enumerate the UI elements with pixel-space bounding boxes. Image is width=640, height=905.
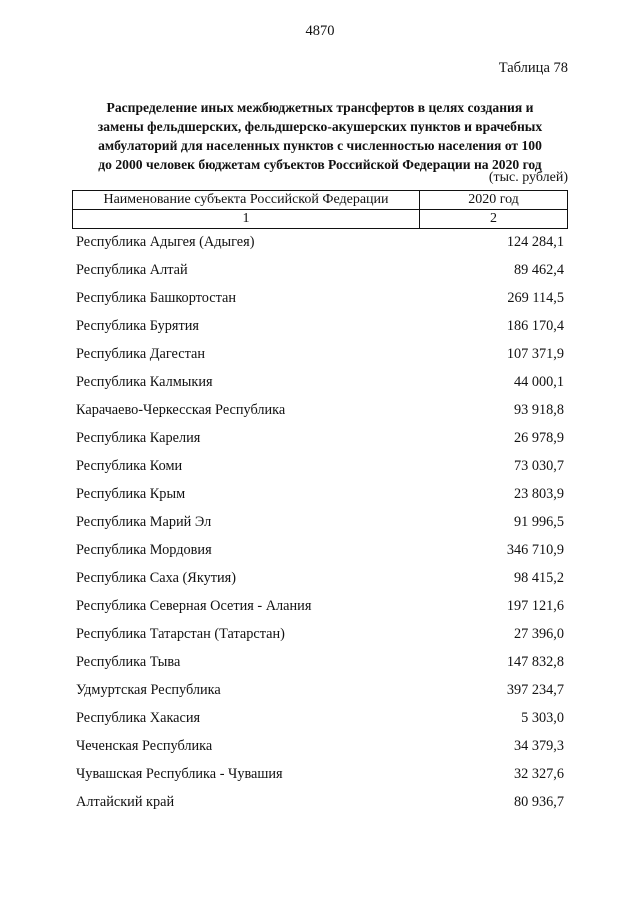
amount-value: 44 000,1 [513, 374, 564, 390]
region-name: Республика Башкортостан [76, 290, 236, 306]
region-name: Республика Алтай [76, 262, 188, 278]
amount-value: 5 303,0 [521, 710, 564, 726]
region-name: Чеченская Республика [76, 738, 213, 754]
table-row [0, 454, 640, 482]
column-header-year: 2020 год [420, 191, 568, 210]
amount-value: 269 114,5 [507, 290, 564, 306]
region-name: Республика Северная Осетия - Алания [76, 598, 312, 614]
amount-value: 197 121,6 [506, 598, 564, 614]
amount-value: 73 030,7 [513, 458, 564, 474]
region-name: Республика Татарстан (Татарстан) [76, 626, 285, 642]
region-name: Республика Бурятия [76, 318, 199, 334]
amount-value: 397 234,7 [506, 682, 564, 698]
table-row [0, 566, 640, 594]
column-header-region: Наименование субъекта Российской Федерации [73, 191, 420, 210]
title-line: Распределение иных межбюджетных трансфертов в целях создания и [106, 100, 534, 115]
amount-value: 98 415,2 [513, 570, 564, 586]
table-label: Таблица 78 [498, 60, 568, 76]
title-line: замены фельдшерских, фельдшерско-акушерских пунктов и врачебных [97, 119, 543, 134]
header-number-row [73, 210, 568, 229]
amount-value: 147 832,8 [506, 654, 564, 670]
table-row [0, 538, 640, 566]
table-row [0, 510, 640, 538]
table-row [0, 790, 640, 818]
region-name: Республика Дагестан [76, 346, 206, 362]
amount-value: 91 996,5 [513, 514, 564, 530]
amount-value: 26 978,9 [513, 430, 564, 446]
table-row [0, 482, 640, 510]
amount-value: 27 396,0 [513, 626, 564, 642]
region-name: Республика Мордовия [76, 542, 212, 558]
table-row [0, 398, 640, 426]
table-row [0, 286, 640, 314]
region-name: Республика Тыва [76, 654, 181, 670]
region-name: Республика Коми [76, 458, 183, 474]
amount-value: 107 371,9 [506, 346, 564, 362]
region-name: Республика Хакасия [76, 710, 201, 726]
amount-value: 346 710,9 [506, 542, 564, 558]
title-line: до 2000 человек бюджетам субъектов Российской Федерации на 2020 год [98, 157, 542, 172]
table-row [0, 230, 640, 258]
region-name: Республика Крым [76, 486, 186, 502]
table-row [0, 762, 640, 790]
amount-value: 93 918,8 [513, 402, 564, 418]
table-row [0, 342, 640, 370]
amount-value: 34 379,3 [513, 738, 564, 754]
table-row [0, 258, 640, 286]
column-number-2: 2 [420, 210, 568, 229]
amount-value: 89 462,4 [513, 262, 564, 278]
region-name: Республика Марий Эл [76, 514, 212, 530]
amount-value: 124 284,1 [506, 234, 564, 250]
amount-value: 23 803,9 [513, 486, 564, 502]
unit-label: (тыс. рублей) [488, 170, 568, 185]
table-row [0, 678, 640, 706]
region-name: Республика Саха (Якутия) [76, 570, 236, 586]
table-row [0, 314, 640, 342]
table-row [0, 734, 640, 762]
table-row [0, 594, 640, 622]
table-header [72, 190, 568, 229]
table-body [0, 230, 640, 818]
region-name: Республика Карелия [76, 430, 201, 446]
page-number: 4870 [305, 23, 335, 39]
region-name: Чувашская Республика - Чувашия [76, 766, 283, 782]
header-row [73, 191, 568, 210]
amount-value: 186 170,4 [506, 318, 564, 334]
table-row [0, 706, 640, 734]
document-title [70, 98, 570, 174]
region-name: Республика Калмыкия [76, 374, 213, 390]
table-row [0, 622, 640, 650]
title-line: амбулаторий для населенных пунктов с численностью населения от 100 [98, 138, 542, 153]
table-row [0, 370, 640, 398]
region-name: Удмуртская Республика [76, 682, 221, 698]
region-name: Карачаево-Черкесская Республика [76, 402, 286, 418]
region-name: Республика Адыгея (Адыгея) [76, 234, 255, 250]
table-row [0, 650, 640, 678]
region-name: Алтайский край [76, 794, 175, 810]
table-row [0, 426, 640, 454]
amount-value: 80 936,7 [513, 794, 564, 810]
column-number-1: 1 [73, 210, 420, 229]
amount-value: 32 327,6 [513, 766, 564, 782]
